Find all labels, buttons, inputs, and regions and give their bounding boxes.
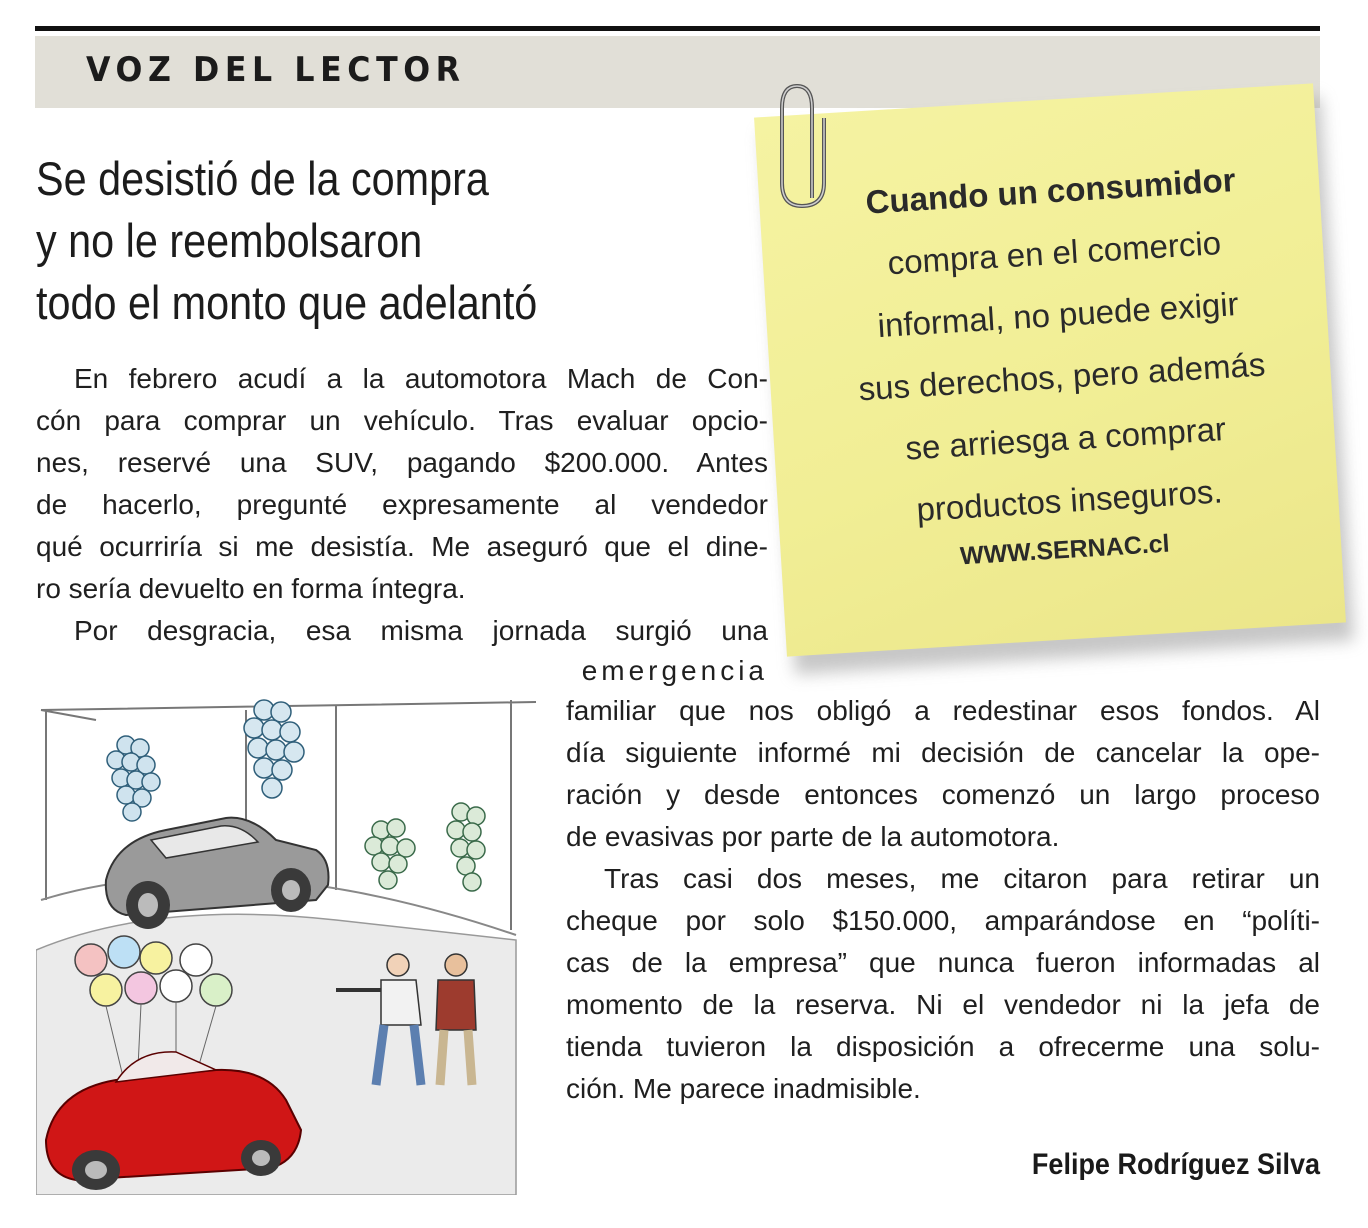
top-rule xyxy=(35,26,1320,31)
paperclip-icon xyxy=(772,78,842,218)
balloon-cluster-icon xyxy=(365,803,485,891)
body-line: ro sería devuelto en forma íntegra. xyxy=(36,573,466,604)
car-dealership-illustration xyxy=(36,690,556,1195)
article-headline xyxy=(36,148,652,334)
body-line-emergencia: emergencia xyxy=(581,655,768,686)
note-line-bold: Cuando un consumidor xyxy=(864,161,1237,221)
body-line: En febrero acudí a la automotora Mach de Con- xyxy=(74,363,768,394)
headline-line: todo el monto que adelantó xyxy=(36,276,538,329)
headline-line: y no le reembolsaron xyxy=(36,214,423,267)
body-line: día siguiente informé mi decisión de cancelar la ope- xyxy=(566,737,1320,768)
headline-line: Se desistió de la compra xyxy=(36,152,489,205)
body-line: qué ocurriría si me desistía. Me aseguró que el dine- xyxy=(36,531,768,562)
note-line: productos inseguros. xyxy=(915,472,1224,529)
body-line: de hacerlo, pregunté expresamente al vendedor xyxy=(36,489,768,520)
section-title: VOZ DEL LECTOR xyxy=(86,50,466,90)
body-line: Tras casi dos meses, me citaron para retirar un xyxy=(604,863,1320,894)
note-line: informal, no puede exigir xyxy=(876,285,1240,345)
balloon-cluster-icon xyxy=(107,736,160,821)
body-line: cas de la empresa” que nunca fueron informadas al xyxy=(566,947,1320,978)
body-line: de evasivas por parte de la automotora. xyxy=(566,821,1060,852)
note-line: sus derechos, pero además xyxy=(857,345,1267,408)
body-line: nes, reservé una SUV, pagando $200.000. Antes xyxy=(36,447,768,478)
body-line: tienda tuvieron la disposición a ofrecerme una solu- xyxy=(566,1031,1320,1062)
note-url: WWW.SERNAC.cl xyxy=(959,529,1171,571)
body-line: Por desgracia, esa misma jornada surgió una xyxy=(74,615,768,646)
author-signature: Felipe Rodríguez Silva xyxy=(1031,1148,1320,1181)
article-body-left xyxy=(36,358,768,652)
body-line: cheque por solo $150.000, amparándose en “políti- xyxy=(566,905,1320,936)
sticky-note-text xyxy=(799,145,1321,547)
body-line: ración y desde entonces comenzó un largo proceso xyxy=(566,779,1320,810)
body-line: ción. Me parece inadmisible. xyxy=(566,1073,921,1104)
body-line: familiar que nos obligó a redestinar esos fondos. Al xyxy=(566,695,1320,726)
balloon-cluster-icon xyxy=(244,700,304,798)
article-body-right xyxy=(566,690,1320,1110)
body-line: momento de la reserva. Ni el vendedor ni la jefa de xyxy=(566,989,1320,1020)
grey-car-icon xyxy=(106,818,329,929)
note-line: se arriesga a comprar xyxy=(904,410,1227,467)
body-line: cón para comprar un vehículo. Tras evaluar opcio- xyxy=(36,405,768,436)
note-line: compra en el comercio xyxy=(886,224,1223,282)
